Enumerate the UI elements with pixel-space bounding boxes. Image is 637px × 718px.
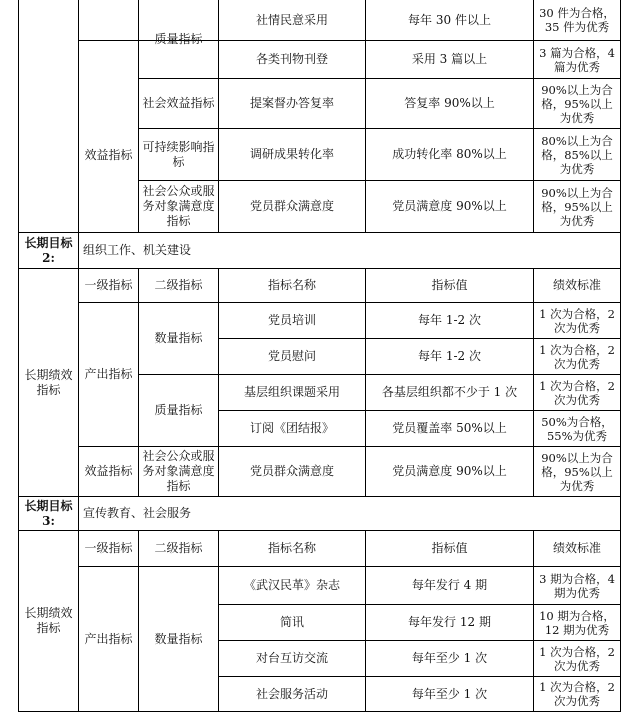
quantity-indicator-label: 数量指标 (154, 631, 203, 646)
header-performance-standard: 绩效标准 (552, 278, 601, 292)
indicator-name: 社情民意采用 (255, 12, 328, 27)
indicator-value: 党员满意度 90%以上 (392, 464, 507, 478)
satisfaction-indicator-label: 社会公众或服务对象满意度指标 (142, 184, 215, 228)
header-indicator-value: 指标值 (431, 541, 468, 555)
indicator-value: 每年 30 件以上 (408, 12, 491, 27)
header-indicator-name: 指标名称 (267, 278, 316, 292)
indicator-value: 成功转化率 80%以上 (392, 147, 507, 161)
quality-indicator-label: 质量指标 (154, 403, 203, 417)
satisfaction-indicator-label: 社会公众或服务对象满意度指标 (142, 449, 215, 493)
performance-standard: 90%以上为合格，95%以上为优秀 (541, 185, 613, 228)
indicator-value: 每年 1-2 次 (418, 349, 481, 363)
quantity-indicator-label: 数量指标 (154, 331, 203, 345)
header-level1: 一级指标 (84, 541, 133, 555)
header-level2: 二级指标 (154, 278, 203, 292)
performance-standard: 1 次为合格，2 次为优秀 (539, 342, 615, 371)
sustainable-impact-label: 可持续影响指标 (142, 139, 215, 169)
indicator-value: 各基层组织都不少于 1 次 (381, 385, 518, 399)
indicator-name: 《武汉民革》杂志 (243, 578, 340, 592)
indicator-value: 每年 1-2 次 (418, 313, 481, 327)
col-divider (620, 0, 621, 712)
social-benefit-label: 社会效益指标 (142, 96, 215, 110)
output-indicator-label: 产出指标 (84, 631, 133, 646)
header-performance-standard: 绩效标准 (552, 541, 601, 555)
indicator-value: 党员覆盖率 50%以上 (392, 421, 507, 435)
header-indicator-value: 指标值 (431, 278, 468, 292)
header-level1: 一级指标 (84, 278, 133, 292)
long-term-performance-label: 长期绩效指标 (24, 606, 73, 635)
indicator-value: 每年发行 12 期 (408, 615, 491, 629)
indicator-value: 采用 3 篇以上 (411, 52, 488, 66)
performance-standard: 80%以上为合格，85%以上为优秀 (541, 133, 613, 176)
performance-standard: 3 篇为合格，4 篇为优秀 (539, 45, 615, 74)
header-level2: 二级指标 (154, 541, 203, 555)
indicator-value: 每年至少 1 次 (411, 651, 488, 665)
indicator-value: 每年发行 4 期 (411, 578, 488, 592)
indicator-name: 提案督办答复率 (249, 96, 334, 110)
long-term-goal-2-label: 长期目标 2: (24, 235, 73, 265)
performance-standard: 1 次为合格，2 次为优秀 (539, 644, 615, 673)
performance-standard: 50%为合格，55%为优秀 (541, 414, 613, 443)
indicator-value: 答复率 90%以上 (404, 96, 495, 110)
indicator-name: 基层组织课题采用 (243, 385, 340, 399)
output-indicator-label: 产出指标 (84, 367, 133, 381)
indicator-name: 各类刊物刊登 (255, 52, 328, 66)
indicator-name: 党员群众满意度 (249, 199, 334, 213)
long-term-goal-3-text: 宣传教育、社会服务 (83, 506, 192, 520)
indicator-name: 对台互访交流 (255, 651, 328, 665)
indicator-name: 党员培训 (267, 313, 316, 327)
performance-standard: 90%以上为合格，95%以上为优秀 (541, 450, 613, 493)
performance-standard: 10 期为合格，12 期为优秀 (539, 608, 615, 637)
indicator-name: 社会服务活动 (255, 686, 328, 701)
performance-standard: 30 件为合格，35 件为优秀 (539, 6, 615, 34)
indicator-value: 党员满意度 90%以上 (392, 199, 507, 213)
long-term-performance-label: 长期绩效指标 (24, 367, 73, 397)
benefit-indicator-label: 效益指标 (84, 147, 133, 162)
quality-indicator-label: 质量指标 (154, 31, 203, 46)
performance-standard: 1 次为合格，2 次为优秀 (539, 378, 615, 407)
long-term-goal-3-label: 长期目标 3: (24, 498, 73, 528)
indicator-value: 每年至少 1 次 (411, 686, 488, 701)
header-indicator-name: 指标名称 (267, 541, 316, 555)
performance-standard: 90%以上为合格，95%以上为优秀 (541, 82, 613, 125)
row-divider (18, 711, 621, 712)
performance-standard: 1 次为合格，2 次为优秀 (539, 680, 615, 708)
indicator-name: 党员慰问 (267, 349, 316, 363)
indicator-name: 简讯 (279, 615, 304, 629)
indicator-name: 调研成果转化率 (249, 147, 334, 161)
benefit-indicator-label: 效益指标 (84, 464, 133, 478)
performance-standard: 1 次为合格，2 次为优秀 (539, 306, 615, 335)
indicator-name: 党员群众满意度 (249, 464, 334, 478)
indicator-name: 订阅《团结报》 (249, 421, 334, 435)
long-term-goal-2-text: 组织工作、机关建设 (83, 243, 192, 257)
performance-standard: 3 期为合格，4 期为优秀 (539, 571, 615, 600)
